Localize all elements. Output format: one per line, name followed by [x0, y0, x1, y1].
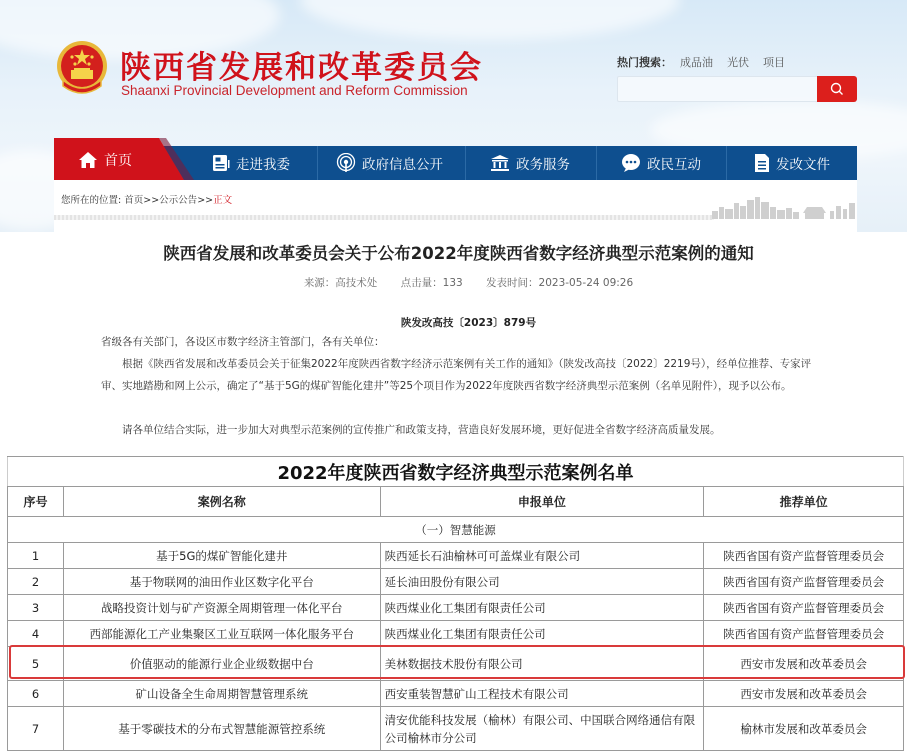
nav-label-home: 首页	[104, 153, 132, 169]
breadcrumb	[61, 192, 232, 206]
nav-label-info-disclosure: 政府信息公开	[362, 157, 443, 173]
breadcrumb-notices-link[interactable]: 公示公告	[159, 195, 198, 206]
cell-no: 6	[8, 681, 64, 707]
article-meta	[0, 275, 907, 290]
article-title: 陕西省发展和改革委员会关于公布2022年度陕西省数字经济典型示范案例的通知	[163, 244, 754, 263]
nav-divider	[726, 146, 727, 180]
cell-unit: 清安优能科技发展（榆林）有限公司、中国联合网络通信有限公司榆林市分公司	[380, 707, 704, 751]
hot-keyword-link[interactable]: 成品油	[680, 56, 713, 69]
table-header-row	[8, 487, 904, 517]
cell-recommender: 陕西省国有资产监督管理委员会	[704, 569, 904, 595]
cell-no: 4	[8, 621, 64, 647]
breadcrumb-separator: >>	[143, 195, 160, 206]
nav-item-info-disclosure[interactable]	[336, 146, 443, 180]
hot-keyword-link[interactable]: 项目	[763, 56, 785, 69]
government-building-icon	[490, 154, 510, 172]
table-row	[8, 681, 904, 707]
table-row	[8, 707, 904, 751]
cell-recommender: 陕西省国有资产监督管理委员会	[704, 595, 904, 621]
national-emblem-icon	[55, 40, 109, 98]
section-label: （一）智慧能源	[8, 517, 904, 543]
site-subtitle: Shaanxi Provincial Development and Reform Commission	[121, 83, 468, 98]
table-row	[8, 569, 904, 595]
document-number: 陕发改高技〔2023〕879号	[400, 317, 537, 329]
home-icon	[78, 151, 98, 169]
hot-search	[617, 54, 799, 70]
hot-keyword-link[interactable]: 光伏	[727, 56, 749, 69]
cell-case-name: 基于零碳技术的分布式智慧能源管控系统	[63, 707, 380, 751]
column-header: 案例名称	[63, 487, 380, 517]
nav-item-services[interactable]	[490, 146, 570, 180]
table-title-row	[8, 457, 904, 487]
search-input[interactable]	[617, 76, 817, 102]
cell-unit: 西安重装智慧矿山工程技术有限公司	[380, 681, 704, 707]
search-icon	[830, 82, 844, 96]
document-icon	[754, 153, 770, 173]
article-date: 发表时间：2023-05-24 09:26	[486, 277, 634, 289]
breadcrumb-separator: >>	[197, 195, 214, 206]
nav-item-documents[interactable]	[754, 146, 830, 180]
hot-search-label: 热门搜索：	[617, 56, 672, 69]
section-row	[8, 517, 904, 543]
table-row	[8, 621, 904, 647]
cell-no: 5	[8, 647, 64, 681]
search-button[interactable]	[817, 76, 857, 102]
cell-no: 7	[8, 707, 64, 751]
nav-item-interaction[interactable]	[621, 146, 701, 180]
cell-case-name: 西部能源化工产业集聚区工业互联网一体化服务平台	[63, 621, 380, 647]
nav-item-home-content[interactable]	[78, 146, 132, 174]
breadcrumb-prefix: 您所在的位置:	[61, 195, 122, 206]
article-paragraph: 根据《陕西省发展和改革委员会关于征集2022年度陕西省数字经济示范案例有关工作的通知》（陕发改高技〔2022〕2219号），经单位推荐、专家评审、实地踏勘和网上公示，确定了“基于5G的煤矿智能化建井”等25个项目作为2022年度陕西省数字经济典型示范案例（名单见附件），现予以公布。	[101, 358, 812, 392]
cell-no: 2	[8, 569, 64, 595]
cell-unit: 美林数据技术股份有限公司	[380, 647, 704, 681]
cell-case-name: 基于5G的煤矿智能化建井	[63, 543, 380, 569]
cell-recommender: 榆林市发展和改革委员会	[704, 707, 904, 751]
table-row	[8, 543, 904, 569]
cell-case-name: 价值驱动的能源行业企业级数据中台	[63, 647, 380, 681]
cell-recommender: 陕西省国有资产监督管理委员会	[704, 543, 904, 569]
nav-item-about[interactable]	[212, 146, 290, 180]
article-source: 来源：高技术处	[303, 277, 378, 289]
column-header: 推荐单位	[704, 487, 904, 517]
cell-case-name: 战略投资计划与矿产资源全周期管理一体化平台	[63, 595, 380, 621]
id-card-icon	[212, 154, 230, 172]
breadcrumb-home-link[interactable]: 首页	[124, 195, 144, 206]
cell-unit: 陕西延长石油榆林可可盖煤业有限公司	[380, 543, 704, 569]
table-row	[8, 595, 904, 621]
cell-unit: 延长油田股份有限公司	[380, 569, 704, 595]
column-header: 申报单位	[380, 487, 704, 517]
cell-unit: 陕西煤业化工集团有限责任公司	[380, 621, 704, 647]
cell-no: 1	[8, 543, 64, 569]
nav-label-about: 走进我委	[236, 157, 290, 173]
cell-recommender: 陕西省国有资产监督管理委员会	[704, 621, 904, 647]
chat-bubble-icon	[621, 153, 641, 173]
cell-recommender: 西安市发展和改革委员会	[704, 647, 904, 681]
cell-case-name: 基于物联网的油田作业区数字化平台	[63, 569, 380, 595]
site-title: 陕西省发展和改革委员会	[120, 50, 483, 86]
cell-unit: 陕西煤业化工集团有限责任公司	[380, 595, 704, 621]
cell-no: 3	[8, 595, 64, 621]
case-list-table	[7, 456, 904, 751]
nav-label-interaction: 政民互动	[647, 157, 701, 173]
city-skyline-icon	[712, 197, 857, 219]
column-header: 序号	[8, 487, 64, 517]
cell-recommender: 西安市发展和改革委员会	[704, 681, 904, 707]
cell-case-name: 矿山设备全生命周期智慧管理系统	[63, 681, 380, 707]
nav-divider	[317, 146, 318, 180]
breadcrumb-current: 正文	[213, 195, 233, 206]
nav-label-documents: 发改文件	[776, 157, 830, 173]
broadcast-icon	[336, 153, 356, 173]
nav-divider	[596, 146, 597, 180]
nav-label-services: 政务服务	[516, 157, 570, 173]
article-salutation: 省级各有关部门，各设区市数字经济主管部门，各有关单位：	[101, 336, 385, 348]
article-clicks: 点击量：133	[400, 277, 463, 289]
article-paragraph: 请各单位结合实际，进一步加大对典型示范案例的宣传推广和政策支持，营造良好发展环境，更好促进全省数字经济高质量发展。	[122, 424, 721, 436]
table-title: 2022年度陕西省数字经济典型示范案例名单	[8, 457, 904, 487]
table-row-highlighted	[8, 647, 904, 681]
nav-divider	[465, 146, 466, 180]
